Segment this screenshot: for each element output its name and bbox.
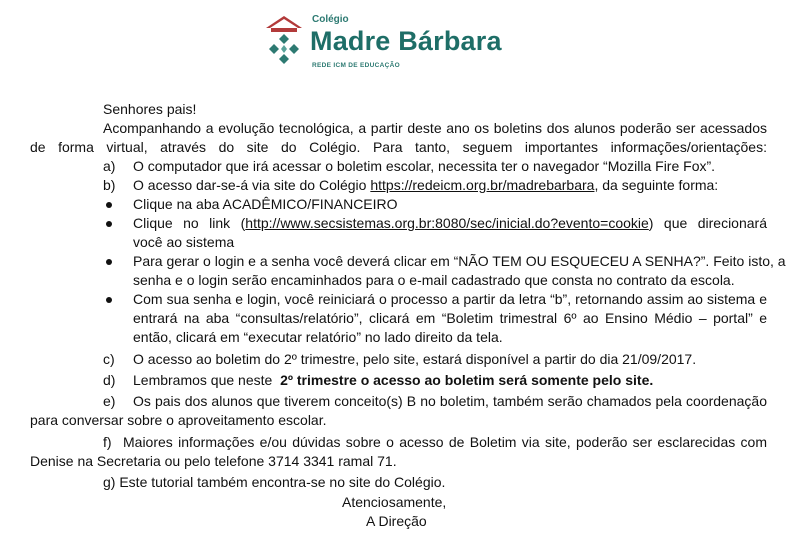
- school-site-link[interactable]: https://redeicm.org.br/madrebarbara: [370, 177, 595, 193]
- logo-network-label: REDE ICM DE EDUCAÇÃO: [312, 62, 400, 69]
- bullet-dot: [106, 297, 112, 303]
- item-a-marker: a): [103, 158, 116, 174]
- school-logo: [262, 14, 522, 80]
- bullet-dot: [106, 259, 112, 265]
- secsistemas-link[interactable]: http://www.secsistemas.org.br:8080/sec/inicial.do?evento=cookie: [245, 215, 649, 231]
- item-e-marker: e): [103, 393, 116, 409]
- item-a-text: O computador que irá acessar o boletim escolar, necessita ter o navegador “Mozilla Fire Fox”.: [133, 158, 716, 174]
- bullet-4-line-1: Com sua senha e login, você reiniciará o processo a partir da letra “b”, retornando assim ao sistema e: [133, 291, 767, 307]
- item-d-text: Lembramos que neste: [133, 372, 273, 388]
- signature: A Direção: [366, 513, 427, 529]
- bullet-dot: [106, 202, 112, 208]
- bullet-dot: [106, 221, 112, 227]
- greeting: Senhores pais!: [103, 101, 197, 117]
- item-b-line: [133, 176, 718, 194]
- logo-school-name: Madre Bárbara: [310, 26, 502, 56]
- item-g-text: g) Este tutorial também encontra-se no site do Colégio.: [103, 474, 446, 490]
- intro-line-1: Acompanhando a evolução tecnológica, a partir deste ano os boletins dos alunos poderão ser acessados: [103, 120, 767, 136]
- logo-emblem-icon: [262, 14, 306, 74]
- bullet-2-text-pre: Clique no link (: [133, 215, 246, 231]
- item-d-line: [133, 371, 653, 389]
- bullet-2-text-post: ) que direcionará: [648, 215, 767, 231]
- item-f-line-2: Denise na Secretaria ou pelo telefone 3714 3341 ramal 71.: [30, 453, 397, 469]
- item-b-text-end: , da seguinte forma:: [594, 177, 719, 193]
- closing: Atenciosamente,: [342, 494, 447, 510]
- item-b-marker: b): [103, 177, 116, 193]
- bullet-2-line-2: você ao sistema: [133, 234, 235, 250]
- item-e-line-1: Os pais dos alunos que tiverem conceito(s) B no boletim, também serão chamados pela coordenação: [133, 393, 767, 409]
- intro-line-2: de forma virtual, através do site do Colégio. Para tanto, seguem importantes informações/orientações:: [30, 139, 767, 155]
- item-b-text: O acesso dar-se-á via site do Colégio: [133, 177, 367, 193]
- bullet-3-line-1: Para gerar o login e a senha você deverá clicar em “NÃO TEM OU ESQUECEU A SENHA?”. Feito isto, a: [133, 253, 786, 269]
- item-d-bold-text: 2º trimestre o acesso ao boletim será somente pelo site.: [280, 372, 654, 388]
- item-c-text: O acesso ao boletim do 2º trimestre, pelo site, estará disponível a partir do dia 21/09/2017.: [133, 351, 697, 367]
- item-f-line-1: Maiores informações e/ou dúvidas sobre o acesso de Boletim via site, poderão ser esclarecidas com: [123, 434, 767, 450]
- bullet-4-line-2: entrará na aba “consultas/relatório”, clicará em “Boletim trimestral 6º ao Ensino Médio – portal” e: [133, 310, 767, 326]
- item-d-marker: d): [103, 372, 116, 388]
- bullet-1-text: Clique na aba ACADÊMICO/FINANCEIRO: [133, 196, 398, 212]
- bullet-3-line-2: senha e o login serão encaminhados para o e-mail cadastrado que consta no contrato da escola.: [133, 272, 735, 288]
- logo-school-label: Colégio: [312, 14, 349, 25]
- item-c-marker: c): [103, 351, 115, 367]
- bullet-2-line-1: [133, 214, 767, 232]
- item-f-marker: f): [103, 434, 112, 450]
- bullet-4-line-3: então, clicará em “executar relatório” no lado direito da tela.: [133, 329, 503, 345]
- item-e-line-2: para conversar sobre o aproveitamento escolar.: [30, 412, 327, 428]
